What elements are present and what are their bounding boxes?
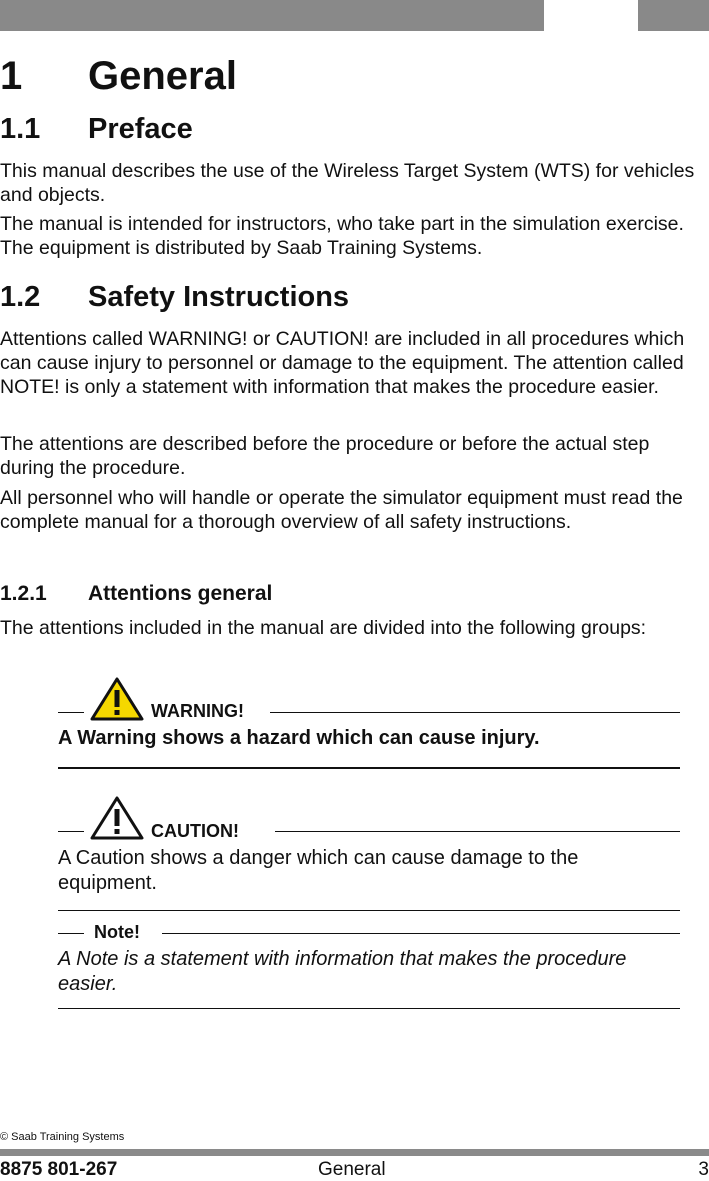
header-bar-left [0, 0, 544, 31]
chapter-heading [0, 52, 237, 100]
caution-text: A Caution shows a danger which can cause damage to the equipment. [58, 847, 579, 894]
rule-line [162, 933, 680, 934]
note-notice [58, 920, 680, 1009]
warning-label: WARNING! [151, 701, 244, 721]
section-number: 1.2 [0, 281, 41, 313]
subsection-title: Attentions general [88, 582, 273, 605]
preface-paragraph-1: This manual describes the use of the Wireless Target System (WTS) for vehicles and objects. [0, 160, 695, 206]
preface-paragraph-2: The manual is intended for instructors, who take part in the simulation exercise. The equipment is distributed by Saab Training Systems. [0, 213, 684, 259]
rule-line [58, 712, 84, 713]
section-title: Safety Instructions [88, 281, 350, 313]
section-title: Preface [88, 113, 193, 145]
footer-bar [0, 1149, 709, 1156]
caution-triangle-outline-icon [90, 796, 144, 840]
note-text: A Note is a statement with information that makes the procedure easier. [58, 948, 627, 995]
section-number: 1.1 [0, 113, 41, 145]
caution-notice [58, 800, 680, 911]
attentions-paragraph: The attentions included in the manual are divided into the following groups: [0, 617, 647, 639]
rule-line [270, 712, 680, 713]
caution-bottom-rule [58, 910, 680, 911]
rule-line [58, 831, 84, 832]
safety-heading [0, 280, 349, 314]
note-bottom-rule [58, 1008, 680, 1009]
note-label: Note! [94, 922, 140, 942]
safety-paragraph-1: Attentions called WARNING! or CAUTION! are included in all procedures which can cause injury to personnel or damage to the equipment. The attention called NOTE! is only a statement with information that makes the procedure easier. [0, 328, 685, 398]
attentions-heading [0, 581, 272, 607]
page-number: 3 [698, 1159, 709, 1180]
warning-triangle-yellow-icon [90, 677, 144, 721]
document-number: 8875 801-267 [0, 1159, 118, 1180]
warning-notice [58, 680, 680, 769]
footer-section: General [318, 1159, 386, 1180]
caution-label: CAUTION! [151, 821, 239, 841]
rule-line [58, 933, 84, 934]
rule-line [275, 831, 680, 832]
subsection-number: 1.2.1 [0, 582, 47, 605]
header-bar-right [638, 0, 709, 31]
preface-heading [0, 112, 193, 146]
safety-paragraph-3: All personnel who will handle or operate the simulator equipment must read the complete manual for a thorough overview of all safety instructions. [0, 487, 683, 533]
warning-bottom-rule [58, 767, 680, 769]
chapter-title: General [88, 54, 237, 98]
warning-text: A Warning shows a hazard which can cause injury. [58, 727, 540, 749]
copyright-text: © Saab Training Systems [0, 1131, 125, 1143]
chapter-number: 1 [0, 54, 23, 98]
safety-paragraph-2: The attentions are described before the procedure or before the actual step during the procedure. [0, 433, 650, 479]
